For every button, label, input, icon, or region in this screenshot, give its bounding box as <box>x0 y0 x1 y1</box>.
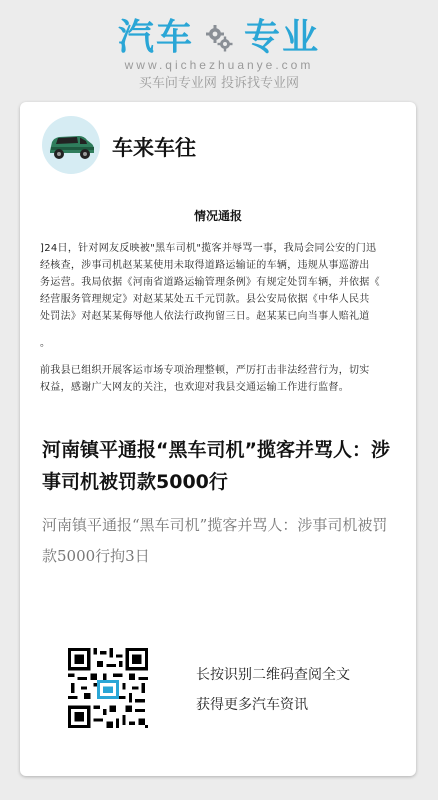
notice-paragraph: 前我县已组织开展客运市场专项治理整顿，严厉打击非法经营行为，切实 权益，感谢广大网友的关注，也欢迎对我县交通运输工作进行监督。 <box>40 365 370 393</box>
account-avatar <box>42 116 100 174</box>
gear-icon <box>204 23 234 53</box>
qr-caption-secondary: 获得更多汽车资讯 <box>196 697 308 713</box>
notice-paragraph: ]24日，针对网友反映被"黑车司机"揽客并辱骂一事，我局会同公安的门迅 经核查，涉事司机赵某某使用未取得道路运输证的车辆，违规从事巡游出 务运营。我局依据《河南省道路运输管理条例》有规定处罚车辆，并依据《 经营服务管理规定》对赵某某处五千元罚款。县公安局依据《中华人民共 处罚法》对赵某某侮辱他人依法行政拘留三日。赵某某已向当事人赔礼道 <box>40 243 380 322</box>
site-header <box>0 0 438 100</box>
account-name: 车来车往 <box>112 136 196 160</box>
notice-paragraph: 。 <box>40 338 51 349</box>
site-logo[interactable] <box>0 18 438 58</box>
notice-image <box>40 207 396 407</box>
qr-code[interactable] <box>68 648 148 728</box>
site-url: www.qichezhuanye.com <box>124 58 314 72</box>
article-summary: 河南镇平通报“黑车司机”揽客并骂人：涉事司机被罚款5000行拘3日 <box>42 516 388 565</box>
car-icon <box>42 116 100 174</box>
notice-title: 情况通报 <box>193 209 242 223</box>
article-card <box>20 102 416 776</box>
article-headline: 河南镇平通报“黑车司机”揽客并骂人：涉事司机被罚款5000行 <box>42 439 390 493</box>
logo-text-right: 专业 <box>244 17 321 58</box>
qr-caption-primary: 长按识别二维码查阅全文 <box>196 667 350 683</box>
site-slogan: 买车问专业网 投诉找专业网 <box>138 76 300 91</box>
logo-text-left: 汽车 <box>117 17 194 58</box>
